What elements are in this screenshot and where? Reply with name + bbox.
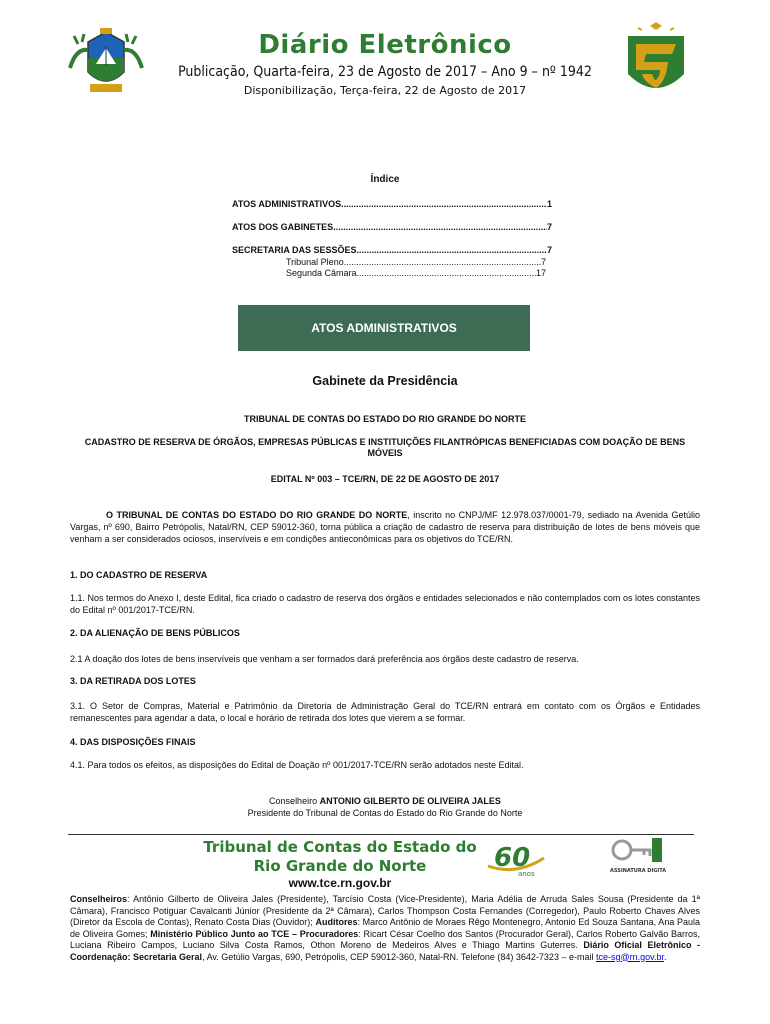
toc-leader	[333, 222, 547, 233]
toc-leader	[357, 268, 536, 279]
section-heading: 1. DO CADASTRO DE RESERVA	[70, 570, 208, 580]
toc-leader	[357, 245, 547, 256]
signature-block	[0, 795, 770, 819]
conselheiros-text: : Antônio Gilberto de Oliveira Jales (Presidente), Tarcísio Costa (Vice-Presidente), Maria Adélia de Arruda Sales Sousa (Presidente da 1ª Câmara), Francisco Potiguar Cavalcanti Júnior (Presidente da 2ª Câmara), Carlos Thompson Costa Fernandes (Corregedor), Paulo Roberto Chaves Alves (Diretor da Escola de Contas), Renato Costa Dias (Ouvidor);	[70, 894, 700, 927]
conselheiros-label: Conselheiros	[70, 894, 128, 904]
tce-name	[200, 838, 480, 876]
section-text: 3.1. O Setor de Compras, Material e Patrimônio da Diretoria de Administração Geral do TCE/RN entrará em contato com os Órgãos e Entidades remanescentes para agendar a data, o local e horário de retirada dos lotes que vierem a se formar.	[70, 701, 700, 723]
toc-leader	[344, 257, 541, 268]
publication-date: Publicação, Quarta-feira, 23 de Agosto de 2017 – Ano 9 – nº 1942	[178, 64, 592, 80]
toc-page: 7	[546, 245, 552, 255]
sig-role: Presidente do Tribunal de Contas do Estado do Rio Grande do Norte	[247, 808, 523, 818]
footer-credits	[70, 894, 700, 963]
toc-label: Segunda Câmara	[286, 268, 357, 278]
toc-label: ATOS DOS GABINETES	[232, 222, 334, 232]
sign-label: ASSINATURA DIGITAL	[610, 868, 666, 874]
email-link[interactable]: tce-sg@rn.gov.br	[595, 951, 664, 962]
toc-page: 17	[535, 268, 546, 278]
section-text: 2.1 A doação dos lotes de bens inservíveis que venham a ser formados dará preferência aos órgãos deste cadastro de reserva.	[70, 654, 579, 664]
toc-entry[interactable]	[232, 222, 552, 233]
diario-text: , Av. Getúlio Vargas, 690, Petrópolis, CEP 59012-360, Natal-RN. Telefone (84) 3642-7323 – e-mail	[202, 951, 596, 962]
intro-paragraph	[70, 509, 700, 545]
diario-label: Diário Oficial Eletrônico - Coordenação: Secretaria Geral	[70, 940, 700, 962]
section-text: 4.1. Para todos os efeitos, as disposições do Edital de Doação nº 001/2017-TCE/RN serão adotados neste Edital.	[70, 760, 524, 770]
index-title: Índice	[370, 174, 400, 185]
tce-name-line1: Tribunal de Contas do Estado do	[203, 838, 477, 856]
toc-entry[interactable]	[232, 245, 552, 256]
sixty-sub: anos	[518, 870, 535, 878]
mp-label: Ministério Público Junto ao TCE – Procuradores	[150, 928, 359, 939]
toc-entry[interactable]	[232, 199, 552, 210]
journal-title: Diário Eletrônico	[258, 30, 512, 60]
footer-end: .	[663, 951, 667, 962]
rn-coat-of-arms	[66, 28, 146, 100]
tce-website-link[interactable]: www.tce.rn.gov.br	[288, 876, 392, 890]
document-edital: EDITAL Nº 003 – TCE/RN, DE 22 DE AGOSTO DE 2017	[270, 474, 500, 484]
tce-name-line2: Rio Grande do Norte	[253, 857, 427, 875]
intro-bold: O TRIBUNAL DE CONTAS DO ESTADO DO RIO GRANDE DO NORTE	[106, 510, 408, 520]
auditores-label: Auditores	[315, 917, 358, 927]
tce-rn-logo	[622, 22, 690, 104]
toc-label: SECRETARIA DAS SESSÕES	[232, 245, 357, 255]
section-heading: 4. DAS DISPOSIÇÕES FINAIS	[70, 737, 196, 747]
section-text: 1.1. Nos termos do Anexo I, deste Edital, fica criado o cadastro de reserva dos órgãos e entidades selecionados e não contemplados com os lotes constantes do Edital nº 001/2017-TCE/RN.	[70, 593, 700, 615]
sig-prefix: Conselheiro	[269, 796, 320, 806]
digital-signature-logo	[606, 836, 666, 880]
toc-subentry[interactable]	[286, 268, 546, 279]
toc-subentry[interactable]	[286, 257, 546, 268]
toc-page: 7	[546, 222, 552, 232]
availability-date: Disponibilização, Terça-feira, 22 de Agosto de 2017	[243, 84, 527, 97]
footer-divider	[68, 834, 694, 835]
section-heading: 3. DA RETIRADA DOS LOTES	[70, 676, 196, 686]
auditores-text: : Marco Antônio de Moraes Rêgo Montenegro, Antonio Ed Souza Santana, Ana Paula de Oliveira Gomes;	[70, 917, 700, 939]
toc-leader	[341, 199, 547, 210]
sig-name: ANTONIO GILBERTO DE OLIVEIRA JALES	[319, 796, 501, 806]
masthead	[160, 30, 610, 97]
intro-text: , inscrito no CNPJ/MF 12.978.037/0001-79, sediado na Avenida Getúlio Vargas, nº 690, Bairro Petrópolis, Natal/RN, CEP 59012-360, torna pública a criação de cadastro de reserva para distribuição de lotes de bens móveis que venham a ser considerados ociosos, inservíveis e em condições antieconômicas para os objetivos do TCE/RN.	[70, 510, 700, 544]
section-heading: 2. DA ALIENAÇÃO DE BENS PÚBLICOS	[70, 628, 240, 638]
section-subtitle: Gabinete da Presidência	[312, 374, 458, 388]
document-org: TRIBUNAL DE CONTAS DO ESTADO DO RIO GRANDE DO NORTE	[243, 414, 526, 424]
document-subject: CADASTRO DE RESERVA DE ÓRGÃOS, EMPRESAS PÚBLICAS E INSTITUIÇÕES FILANTRÓPICAS BENEFICIADAS COM DOAÇÃO DE BENS MÓVEIS	[84, 437, 686, 458]
mp-text: : Ricart César Coelho dos Santos (Procurador Geral), Carlos Roberto Galvão Barros, Luciana Ribeiro Campos, Luciano Silva Costa Ramos, Othon Moreno de Medeiros Alves e Thiago Martins Guterres.	[70, 928, 700, 950]
toc-page: 1	[546, 199, 552, 209]
toc-label: Tribunal Pleno	[286, 257, 344, 267]
toc-label: ATOS ADMINISTRATIVOS	[232, 199, 342, 209]
section-banner: ATOS ADMINISTRATIVOS	[238, 305, 530, 351]
sixty-number: 60	[494, 843, 531, 873]
toc-page: 7	[540, 257, 546, 267]
sixty-years-logo	[486, 836, 546, 880]
